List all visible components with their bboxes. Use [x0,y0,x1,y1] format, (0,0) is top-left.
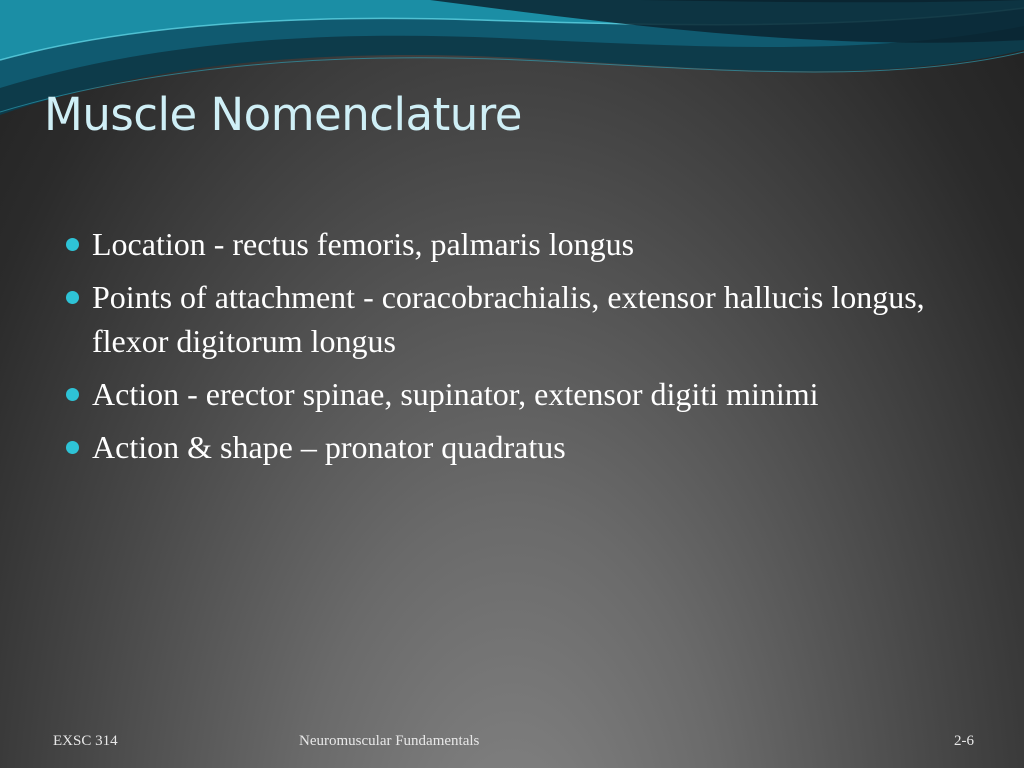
bullet-item-action [62,372,942,416]
footer-page-number: 2-6 [954,733,974,749]
footer-course: EXSC 314 [53,733,118,749]
bullet-item-location [62,222,942,266]
bullet-text: Action - erector spinae, supinator, extensor digiti minimi [92,376,819,412]
bullet-dot-icon [66,388,79,401]
bullet-item-action-shape [62,425,942,469]
bullet-list [62,222,942,478]
bullet-dot-icon [66,441,79,454]
bullet-text: Location - rectus femoris, palmaris longus [92,226,635,262]
bullet-text: Action & shape – pronator quadratus [92,429,566,465]
footer-topic: Neuromuscular Fundamentals [299,733,480,749]
bullet-dot-icon [66,238,79,251]
slide-title: Muscle Nomenclature [44,88,522,141]
bullet-text: Points of attachment - coracobrachialis, extensor hallucis longus, flexor digitorum longus [92,279,925,359]
bullet-dot-icon [66,291,79,304]
bullet-item-attachment [62,275,942,363]
